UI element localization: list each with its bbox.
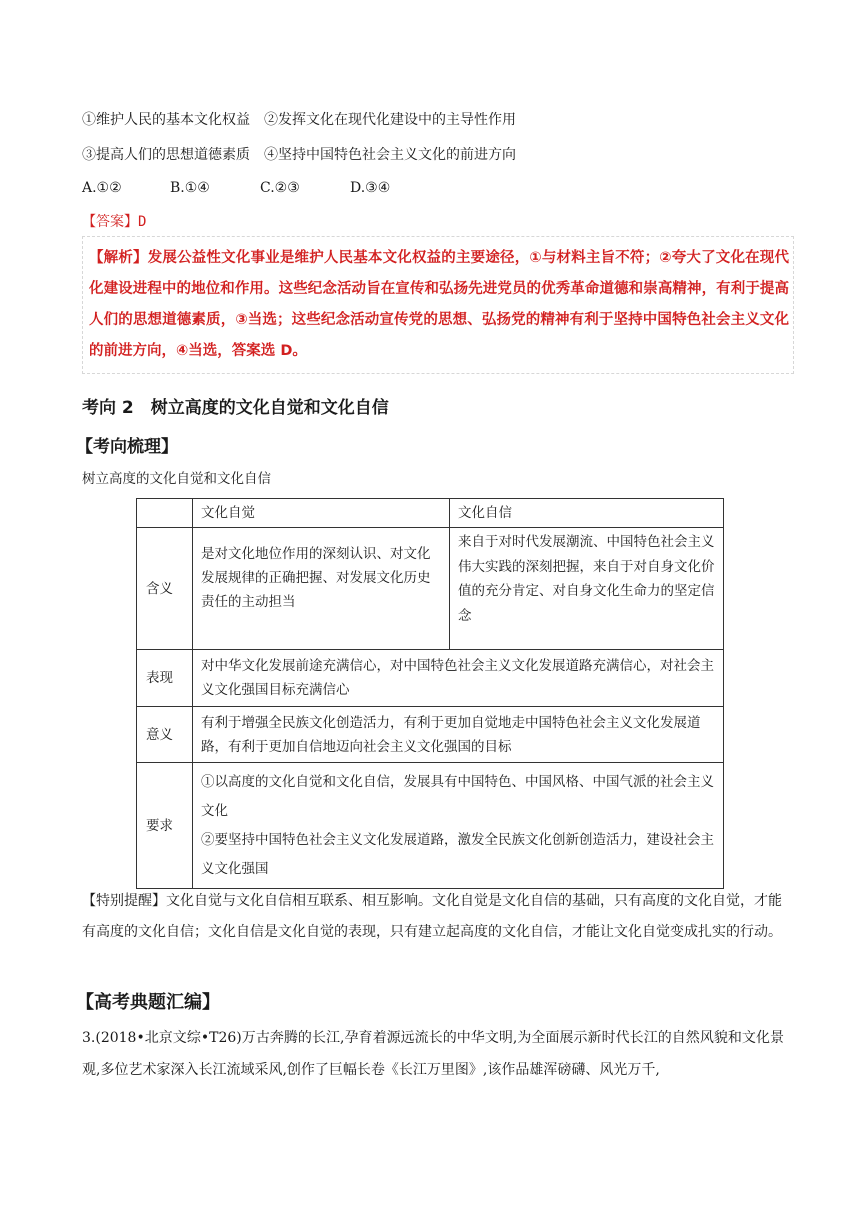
section-sub-heading: 【考向梳理】	[76, 437, 178, 457]
row-label-performance: 表现	[137, 650, 193, 707]
answer-tag: 【答案】	[82, 214, 138, 230]
option-line-1: ①维护人民的基本文化权益 ②发挥文化在现代化建设中的主导性作用	[82, 112, 516, 128]
requirement-cell	[193, 763, 724, 889]
choice-d: D.③④	[350, 180, 391, 196]
requirement-item-1: ①以高度的文化自觉和文化自信，发展具有中国特色、中国风格、中国气派的社会主义文化	[201, 773, 714, 819]
significance-text: 有利于增强全民族文化创造活力，有利于更加自觉地走中国特色社会主义文化发展道路，有利于更加自信地迈向社会主义文化强国的目标	[193, 707, 724, 763]
analysis-box	[82, 236, 794, 374]
choice-c: C.②③	[260, 180, 300, 196]
row-label-requirement: 要求	[137, 763, 193, 889]
question-3-text: 3.(2018•北京文综•T26)万古奔腾的长江,孕育着源远流长的中华文明,为全面展示新时代长江的自然风貌和文化景观,多位艺术家深入长江流域采风,创作了巨幅长卷《长江万里图》,该作品雄浑磅礴、风光万千,	[82, 1030, 784, 1078]
answer-line	[82, 212, 146, 232]
exam-heading: 【高考典题汇编】	[76, 992, 220, 1013]
performance-text: 对中华文化发展前途充满信心，对中国特色社会主义文化发展道路充满信心，对社会主义文化强国目标充满信心	[193, 650, 724, 707]
choice-a: A.①②	[82, 180, 122, 196]
section-intro: 树立高度的文化自觉和文化自信	[82, 471, 271, 487]
analysis-text: 【解析】发展公益性文化事业是维护人民基本文化权益的主要途径，①与材料主旨不符；②夸大了文化在现代化建设进程中的地位和作用。这些纪念活动旨在宣传和弘扬先进党员的优秀革命道德和崇高精神，有利于提高人们的思想道德素质，③当选；这些纪念活动宣传党的思想、弘扬党的精神有利于坚持中国特色社会主义文化的前进方向，④当选，答案选 D。	[89, 250, 789, 359]
meaning-self-confidence: 来自于对时代发展潮流、中国特色社会主义伟大实践的深刻把握，来自于对自身文化价值的充分肯定、对自身文化生命力的坚定信念	[450, 528, 724, 650]
table-row-significance	[137, 707, 724, 763]
table-row-performance	[137, 650, 724, 707]
answer-value: D	[138, 214, 147, 230]
table-header-empty	[137, 499, 193, 528]
table-row-requirement	[137, 763, 724, 889]
option-line-2: ③提高人们的思想道德素质 ④坚持中国特色社会主义文化的前进方向	[82, 147, 516, 163]
table-header-self-awareness: 文化自觉	[193, 499, 450, 528]
section-title: 考向 2 树立高度的文化自觉和文化自信	[82, 398, 389, 418]
choice-row	[82, 178, 390, 198]
special-note: 【特别提醒】文化自觉与文化自信相互联系、相互影响。文化自觉是文化自信的基础，只有高度的文化自觉，才能有高度的文化自信；文化自信是文化自觉的表现，只有建立起高度的文化自信，才能让文化自觉变成扎实的行动。	[82, 893, 782, 940]
choice-b: B.①④	[170, 180, 210, 196]
comparison-table	[136, 498, 724, 889]
table-row-meaning	[137, 528, 724, 650]
table-header-self-confidence: 文化自信	[450, 499, 724, 528]
requirement-item-2: ②要坚持中国特色社会主义文化发展道路，激发全民族文化创新创造活力，建设社会主义文化强国	[201, 831, 714, 877]
meaning-self-awareness: 是对文化地位作用的深刻认识、对文化发展规律的正确把握、对发展文化历史责任的主动担当	[193, 528, 450, 650]
table-header-row	[137, 499, 724, 528]
row-label-significance: 意义	[137, 707, 193, 763]
row-label-meaning: 含义	[137, 528, 193, 650]
